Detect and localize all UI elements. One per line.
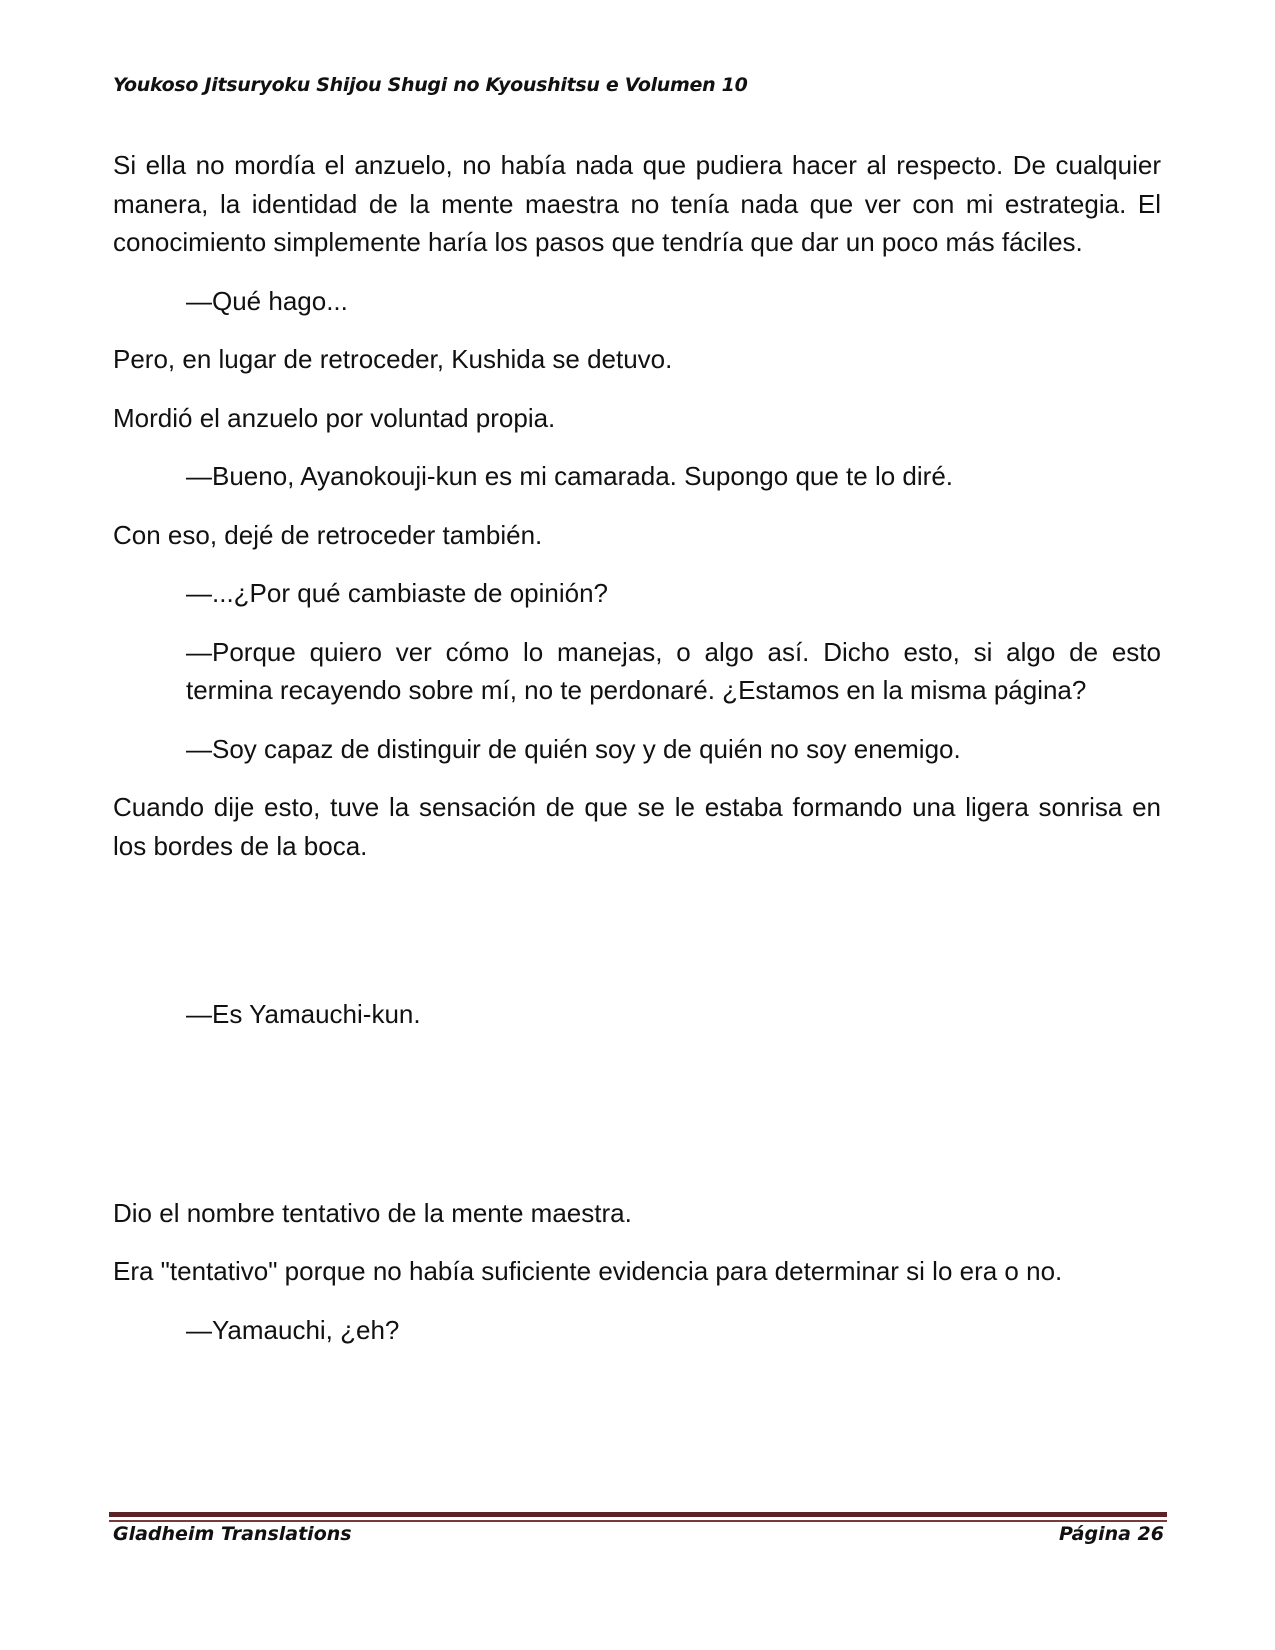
dialogue-line: —Yamauchi, ¿eh?: [186, 1314, 400, 1345]
dialogue-line: —Soy capaz de distinguir de quién soy y de quién no soy enemigo.: [186, 733, 961, 764]
paragraph: Cuando dije esto, tuve la sensación de que se le estaba formando una ligera sonrisa en los bordes de la boca.: [113, 792, 1161, 861]
paragraph: Si ella no mordía el anzuelo, no había nada que pudiera hacer al respecto. De cualquier manera, la identidad de la mente maestra no tenía nada que ver con mi estrategia. El conocimiento simplemente haría los pasos que tendría que dar un poco más fáciles.: [113, 150, 1161, 257]
footer-credit: Gladheim Translations: [113, 1523, 352, 1545]
paragraph: Era "tentativo" porque no había suficiente evidencia para determinar si lo era o no.: [113, 1256, 1063, 1286]
page-body: [113, 146, 1161, 1369]
footer-rule-thick: [109, 1512, 1167, 1517]
paragraph: Pero, en lugar de retroceder, Kushida se detuvo.: [113, 344, 673, 374]
dialogue-line: —...¿Por qué cambiaste de opinión?: [186, 578, 609, 608]
paragraph: Dio el nombre tentativo de la mente maestra.: [113, 1197, 632, 1228]
paragraph: Mordió el anzuelo por voluntad propia.: [113, 402, 556, 433]
blank-space: [113, 1054, 1161, 1194]
dialogue-line: —Bueno, Ayanokouji-kun es mi camarada. Supongo que te lo diré.: [186, 461, 953, 491]
blank-space: [113, 885, 1161, 995]
dialogue-line: —Es Yamauchi-kun.: [186, 999, 421, 1029]
running-header: Youkoso Jitsuryoku Shijou Shugi no Kyoushitsu e Volumen 10: [113, 74, 748, 96]
page-number: Página 26: [1058, 1523, 1164, 1545]
dialogue-line: —Porque quiero ver cómo lo manejas, o algo así. Dicho esto, si algo de esto termina recayendo sobre mí, no te perdonaré. ¿Estamos en la misma página?: [186, 636, 1161, 705]
dialogue-line: —Qué hago...: [186, 285, 348, 316]
footer-rule-thin: [109, 1520, 1167, 1522]
paragraph: Con eso, dejé de retroceder también.: [113, 519, 543, 550]
